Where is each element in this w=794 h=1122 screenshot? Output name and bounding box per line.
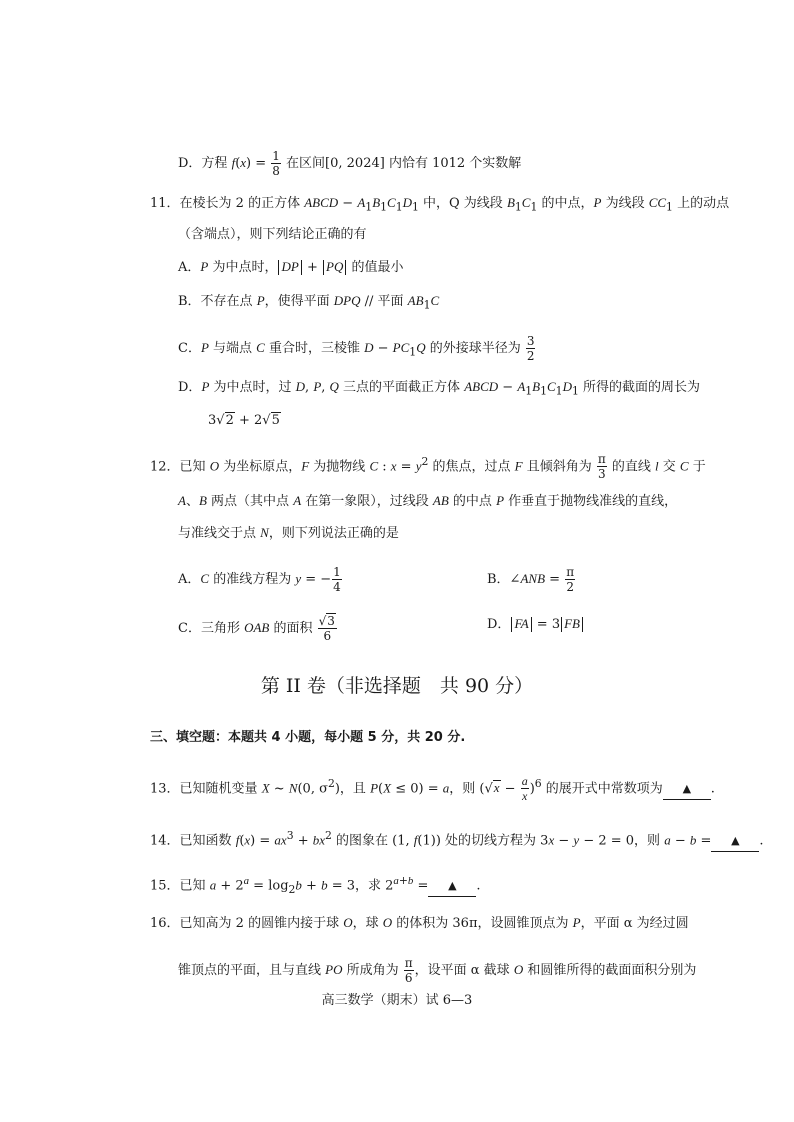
q16-line-2: 锥顶点的平面，且与直线 PO 所成角为 $\frac{\pi}{6}$ ，设平面 α 截球 O 和圆锥所得的截面面积分别为 bbox=[178, 956, 697, 985]
answer-blank-triangle-icon: ▲ bbox=[663, 779, 711, 800]
answer-blank-triangle-icon: ▲ bbox=[428, 876, 476, 897]
q10-option-d: D．方程 f(x) = $\frac{1}{8}$ 在区间[0, 2024] 内恰有 1012 个实数解 bbox=[178, 149, 522, 178]
q15: 15．已知 $a + 2^a = \log_2b + b = 3$，求 $2^{a+b}$ = ▲ . bbox=[150, 874, 481, 896]
q12-stem-line-2: A、B 两点（其中点 A 在第一象限），过线段 AB 的中点 P 作垂直于抛物线准线的直线， bbox=[178, 493, 678, 509]
q11-stem-line-2: （含端点），则下列结论正确的有 bbox=[178, 227, 367, 242]
fill-in-section-heading: 三、填空题：本题共 4 小题，每小题 5 分，共 20 分. bbox=[150, 730, 466, 745]
q12-option-b: B．∠ANB = $\frac{\pi}{2}$ bbox=[487, 565, 575, 594]
q14: 14．已知函数 $f(x) = ax^3 + bx^2$ 的图象在 (1, f(1)) 处的切线方程为 3x − y − 2 = 0，则 a − b = ▲ . bbox=[150, 826, 764, 852]
q12-stem-line-1: 12．已知 O 为坐标原点，F 为抛物线 C : $x = y^2$ 的焦点，过点 F 且倾斜角为 $\frac{\pi}{3}$ 的直线 l 交 C 于 bbox=[150, 452, 706, 482]
page-footer: 高三数学（期末）试 6—3 bbox=[321, 993, 473, 1008]
q13: 13．已知随机变量 X ~ N(0, $\sigma^2$)，且 P(X ≤ 0) = a，则 (√x − $\frac{a}{x}$ )$^6$ 的展开式中常数项为 ▲ . bbox=[150, 774, 715, 804]
q11-option-d-line-2: 3√2 + 2√5 bbox=[208, 413, 280, 428]
q11-option-b: B．不存在点 P，使得平面 DPQ // 平面 $AB_1C$ bbox=[178, 293, 440, 312]
q11-option-d-line-1: D．P 为中点时，过 D, P, Q 三点的平面截正方体 ABCD − $A_1B_1C_1D_1$ 所得的截面的周长为 bbox=[178, 379, 700, 398]
q11-option-a: A．P 为中点时， DP + PQ 的值最小 bbox=[178, 259, 404, 275]
q12-option-d: D． FA = 3 FB bbox=[487, 614, 584, 635]
section-title: 第 II 卷（非选择题 共 90 分） bbox=[260, 675, 534, 697]
q12-option-c: C．三角形 OAB 的面积 $\frac{√3}{6}$ bbox=[178, 614, 335, 643]
answer-blank-triangle-icon: ▲ bbox=[711, 831, 759, 852]
q11-option-c: C．P 与端点 C 重合时，三棱锥 $D - PC_1Q$ 的外接球半径为 $\frac{3}{2}$ bbox=[178, 334, 535, 363]
q12-option-a: A．C 的准线方程为 y = − $\frac{1}{4}$ bbox=[178, 565, 341, 594]
q11-stem-line-1: 11．在棱长为 2 的正方体 ABCD − $A_1B_1C_1D_1$ 中，Q 为线段 $B_1C_1$ 的中点，P 为线段 $CC_1$ 上的动点 bbox=[150, 195, 730, 214]
q12-stem-line-3: 与准线交于点 N，则下列说法正确的是 bbox=[178, 525, 399, 541]
q16-line-1: 16．已知高为 2 的圆锥内接于球 O，球 O 的体积为 36π，设圆锥顶点为 P，平面 α 为经过圆 bbox=[150, 915, 689, 931]
